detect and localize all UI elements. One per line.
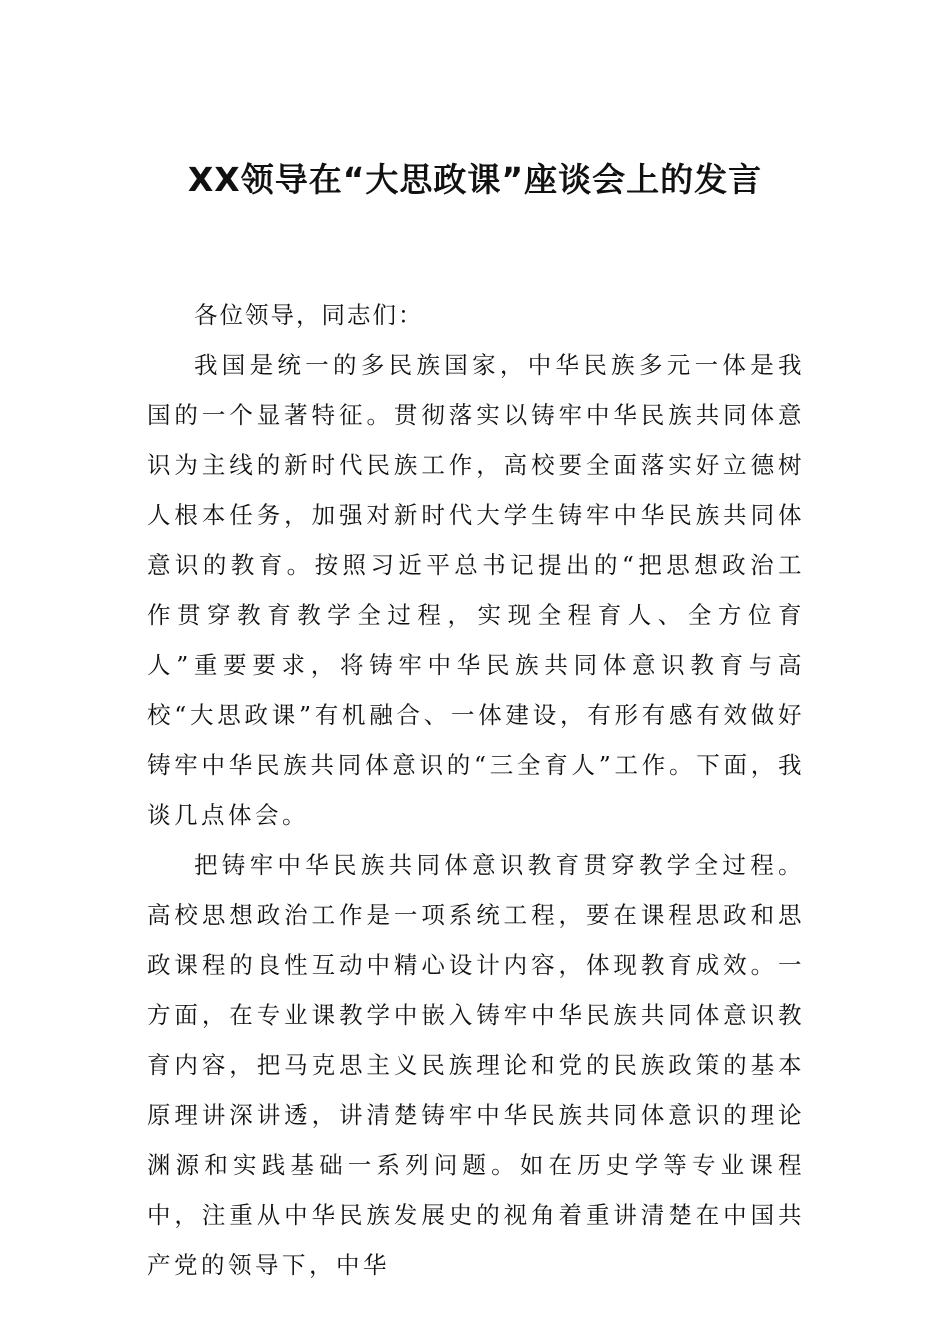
paragraph-intro: 我国是统一的多民族国家，中华民族多元一体是我国的一个显著特征。贯彻落实以铸牢中华民族共同体意识为主线的新时代民族工作，高校要全面落实好立德树人根本任务，加强对新时代大学生铸牢中华民族共同体意识的教育。按照习近平总书记提出的“把思想政治工作贯穿教育教学全过程，实现全程育人、全方位育人”重要要求，将铸牢中华民族共同体意识教育与高校“大思政课”有机融合、一体建设，有形有感有效做好铸牢中华民族共同体意识的“三全育人”工作。下面，我谈几点体会。 — [147, 351, 805, 829]
paragraph-point-one: 把铸牢中华民族共同体意识教育贯穿教学全过程。高校思想政治工作是一项系统工程，要在课程思政和思政课程的良性互动中精心设计内容，体现教育成效。一方面，在专业课教学中嵌入铸牢中华民族共同体意识教育内容，把马克思主义民族理论和党的民族政策的基本原理讲深讲透，讲清楚铸牢中华民族共同体意识的理论渊源和实践基础一系列问题。如在历史学等专业课程中，注重从中华民族发展史的视角着重讲清楚在中国共产党的领导下，中华 — [147, 851, 805, 1279]
document-body — [147, 290, 805, 1290]
document-title: XX领导在“大思政课”座谈会上的发言 — [187, 160, 763, 199]
greeting-line: 各位领导，同志们： — [194, 301, 424, 329]
